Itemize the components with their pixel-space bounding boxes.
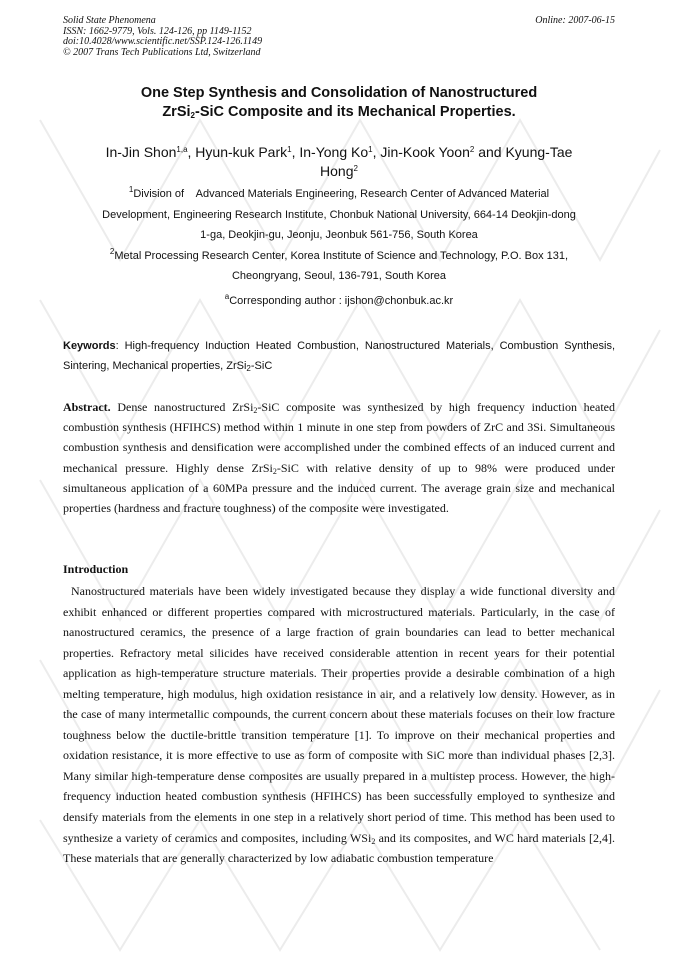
corresponding-author: $^a$Corresponding author : ijshon@chonbuk.ac.kr xyxy=(224,292,454,307)
affiliations: $^1$Division of Advanced Materials Engineering, Research Center of Advanced Material Development, Engineering Research Institute, Chonbuk National University, 664-14 Deokjin-dong 1-ga, Deokjin-gu, Jeonju, Jeonbuk 561-756, South Korea $^2$Metal Processing Research Center, Korea Institute of Science and Technology, P.O. Box 131, Cheongryang, Seoul, 136-791, South Korea xyxy=(63,184,615,287)
keywords: Keywords: High-frequency Induction Heated Combustion, Nanostructured Materials, Combustion Synthesis, Sintering, Mechanical properties, ZrSi$_2$-SiC xyxy=(63,340,615,373)
keywords-label: Keywords xyxy=(63,340,116,352)
introduction-heading: Introduction xyxy=(63,562,129,576)
author-name: and Kyung-Tae xyxy=(474,144,573,160)
paragraph: Nanostructured materials have been widely investigated because they display a wide functional diversity and exhibit enhanced or different properties compared with microstructured materials. Particularly, in the case of nanostructured ceramics, the presence of a large fraction of grain boundaries can lead to better mechanical properties. Refractory metal silicides have received considerable attention in recent years for their potential application as high-temperature structure materials. Their properties provide a desirable combination of a high melting temperature, high modulus, high oxidation resistance in air, and a relatively low density. However, as in the case of many intermetallic compounds, the current concern about these materials focuses on their low fracture toughness below the ductile-brittle transition temperature [1]. To improve on their mechanical properties and oxidation resistance, it is more effective to use as form of composite with SiC more than individual phases [2,3]. Many similar high-temperature dense composites are usually prepared in a multistep process. However, the high-frequency induction heated combustion synthesis (HFIHCS) has been successfully employed to synthesize and densify materials from the elements in one step in a relatively short period of time. This method has been used to synthesize a variety of ceramics and composites, including WSi$_2$ and its composites, and WC hard materials [2,4]. These materials that are generally characterized by low adiabatic combustion temperature xyxy=(63,584,615,866)
abstract-label: Abstract. xyxy=(63,400,111,414)
copyright-line: © 2007 Trans Tech Publications Ltd, Switzerland xyxy=(63,46,261,58)
paper-title xyxy=(63,84,615,122)
online-date: Online: 2007-06-15 xyxy=(535,15,615,26)
journal-name: Solid State Phenomena xyxy=(63,15,156,26)
author-list: In-Jin Shon$^{1,a}$, Hyun-kuk Park$^1$, In-Yong Ko$^1$, Jin-Kook Yoon$^2$ and Kyung-Tae Hong$^2$ xyxy=(105,144,573,179)
doi-line: doi:10.4028/www.scientific.net/SSP.124-126.1149 xyxy=(63,36,263,47)
affiliation-1: $^1$Division of Advanced Materials Engineering, Research Center of Advanced Material xyxy=(128,185,550,200)
title-line-2: ZrSi$_2$-SiC Composite and its Mechanical Properties. xyxy=(162,104,516,120)
author-name: , Hyun-kuk Park xyxy=(187,144,288,160)
author-name: , Jin-Kook Yoon xyxy=(372,144,470,160)
title-line-1: One Step Synthesis and Consolidation of Nanostructured xyxy=(140,85,538,101)
author-name: , In-Yong Ko xyxy=(291,144,369,160)
journal-metadata xyxy=(63,16,262,58)
introduction-body xyxy=(63,581,615,869)
author-name: Hong xyxy=(320,163,354,179)
affiliation-2: $^2$Metal Processing Research Center, Korea Institute of Science and Technology, P.O. Box 131, xyxy=(109,246,569,262)
issn-line: ISSN: 1662-9779, Vols. 124-126, pp 1149-1152 xyxy=(63,25,252,37)
abstract: Abstract. Dense nanostructured ZrSi$_2$-SiC composite was synthesized by high frequency induction heated combustion synthesis (HFIHCS) method within 1 minute in one step from powders of ZrC and 3Si. Simultaneous combustion synthesis and densification were accomplished under the combined effects of an induced current and mechanical pressure. Highly dense ZrSi$_2$-SiC with relative density of up to 98% were produced under simultaneous application of a 60MPa pressure and the induced current. The average grain size and mechanical properties (hardness and fracture toughness) of the composite were investigated. xyxy=(63,400,616,516)
author-name: In-Jin Shon xyxy=(105,144,177,160)
